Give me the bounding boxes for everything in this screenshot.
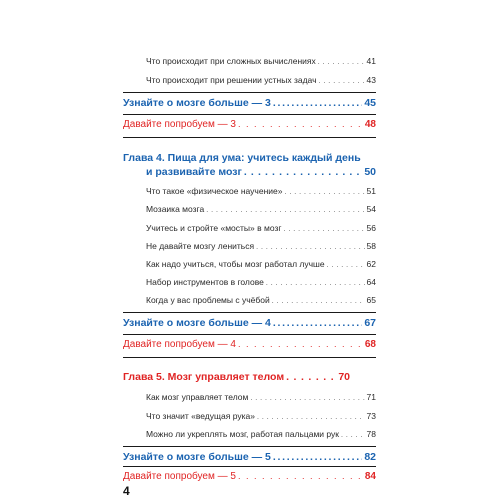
toc-item[interactable] (146, 241, 376, 251)
toc-item[interactable] (146, 204, 376, 214)
toc-learn-more-3[interactable] (123, 97, 376, 109)
toc-item[interactable] (146, 295, 376, 305)
toc-item[interactable] (146, 259, 376, 269)
toc-section-title: Давайте попробуем — 4 (123, 339, 236, 350)
leader-dots (319, 78, 365, 85)
toc-try-3[interactable] (123, 119, 376, 130)
section-divider (123, 137, 376, 138)
leader-dots (238, 471, 363, 481)
toc-item[interactable] (146, 392, 376, 402)
toc-section-title: Давайте попробуем — 3 (123, 119, 236, 130)
toc-item-title: Мозаика мозга (146, 204, 205, 214)
section-divider (123, 357, 376, 358)
leader-dots (327, 262, 365, 269)
toc-section-title: Узнайте о мозге больше — 5 (123, 451, 271, 463)
leader-dots (286, 371, 336, 383)
toc-item-title: Как надо учиться, чтобы мозг работал лучше (146, 259, 325, 269)
toc-section-page: 68 (364, 339, 376, 350)
toc-item-page: 71 (366, 392, 376, 402)
leader-dots (272, 298, 365, 305)
section-divider (123, 312, 376, 313)
toc-item[interactable] (146, 75, 376, 85)
leader-dots (341, 432, 365, 439)
page-number: 4 (123, 484, 130, 498)
toc-item-title: Что такое «физическое научение» (146, 186, 283, 196)
toc-section-title: Узнайте о мозге больше — 3 (123, 97, 271, 109)
toc-item-page: 51 (366, 186, 376, 196)
toc-learn-more-5[interactable] (123, 451, 376, 463)
toc-chapter-5[interactable] (123, 371, 350, 383)
section-divider (123, 334, 376, 335)
toc-section-page: 48 (364, 119, 376, 130)
toc-section-page: 67 (364, 317, 376, 329)
toc-item[interactable] (146, 56, 376, 66)
leader-dots (250, 395, 364, 402)
toc-item-page: 65 (366, 295, 376, 305)
toc-item-title: Можно ли укреплять мозг, работая пальцами рук (146, 429, 339, 439)
toc-item[interactable] (146, 429, 376, 439)
toc-chapter-4-title-line1[interactable]: Глава 4. Пища для ума: учитесь каждый день (123, 152, 361, 164)
toc-item-title: Когда у вас проблемы с учёбой (146, 295, 270, 305)
toc-item-title: Не давайте мозгу лениться (146, 241, 255, 251)
leader-dots (256, 244, 364, 251)
leader-dots (206, 207, 364, 214)
toc-chapter-page: 70 (338, 371, 350, 383)
leader-dots (238, 119, 363, 129)
toc-item-title: Что значит «ведущая рука» (146, 411, 255, 421)
toc-item[interactable] (146, 411, 376, 421)
toc-item-title: Набор инструментов в голове (146, 277, 264, 287)
toc-item-page: 73 (366, 411, 376, 421)
leader-dots (238, 339, 363, 349)
section-divider (123, 92, 376, 93)
leader-dots (266, 280, 365, 287)
leader-dots (273, 451, 362, 463)
toc-item-title: Что происходит при решении устных задач (146, 75, 317, 85)
toc-item-title: Как мозг управляет телом (146, 392, 249, 402)
leader-dots (318, 59, 365, 66)
leader-dots (273, 317, 362, 329)
toc-chapter-title-line2: и развивайте мозг (146, 166, 242, 178)
leader-dots (285, 189, 365, 196)
toc-item-page: 54 (366, 204, 376, 214)
leader-dots (283, 226, 364, 233)
toc-section-title: Давайте попробуем — 5 (123, 471, 236, 482)
toc-item-page: 56 (366, 223, 376, 233)
toc-chapter-page: 50 (364, 166, 376, 178)
toc-item-page: 64 (366, 277, 376, 287)
toc-section-page: 82 (364, 451, 376, 463)
leader-dots (257, 414, 365, 421)
leader-dots (273, 97, 362, 109)
toc-chapter-title: Глава 5. Мозг управляет телом (123, 371, 285, 383)
section-divider (123, 114, 376, 115)
toc-try-5[interactable] (123, 471, 376, 482)
toc-item-title: Учитесь и стройте «мосты» в мозг (146, 223, 282, 233)
toc-item-title: Что происходит при сложных вычислениях (146, 56, 316, 66)
toc-item-page: 41 (366, 56, 376, 66)
toc-item-page: 43 (366, 75, 376, 85)
section-divider (123, 466, 376, 467)
toc-section-title: Узнайте о мозге больше — 4 (123, 317, 271, 329)
toc-section-page: 84 (364, 471, 376, 482)
toc-item-page: 78 (366, 429, 376, 439)
toc-learn-more-4[interactable] (123, 317, 376, 329)
toc-item[interactable] (146, 186, 376, 196)
toc-try-4[interactable] (123, 339, 376, 350)
toc-chapter-4[interactable] (146, 166, 376, 178)
leader-dots (244, 166, 362, 178)
toc-item-page: 58 (366, 241, 376, 251)
toc-section-page: 45 (364, 97, 376, 109)
toc-item[interactable] (146, 223, 376, 233)
toc-item-page: 62 (366, 259, 376, 269)
section-divider (123, 446, 376, 447)
toc-item[interactable] (146, 277, 376, 287)
